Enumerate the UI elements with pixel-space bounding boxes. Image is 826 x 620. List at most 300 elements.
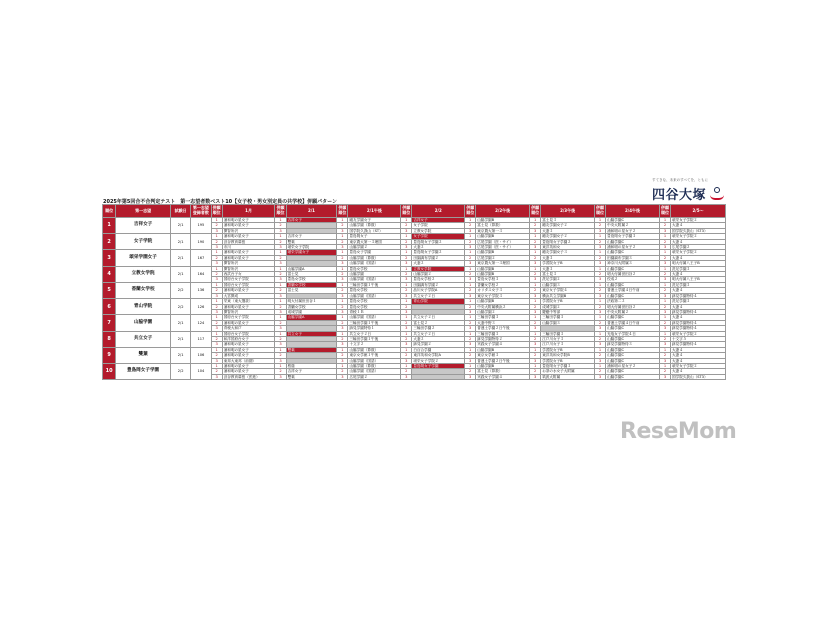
heigan-school-cell: 国府台女子学院 bbox=[222, 331, 275, 336]
heigan-rank-number: 2 bbox=[659, 336, 670, 341]
heigan-school-cell: 明大付属世田谷１ bbox=[286, 299, 337, 304]
heigan-rank-number: 1 bbox=[465, 299, 476, 304]
heigan-school-cell: 浦和明の星女子 bbox=[222, 304, 275, 309]
rank-cell: 9 bbox=[103, 347, 116, 363]
heigan-rank-number: 2 bbox=[659, 223, 670, 228]
heigan-rank-number: 1 bbox=[401, 315, 412, 320]
heigan-rank-number: 3 bbox=[401, 309, 412, 314]
heigan-school-cell: 跡見学園特待４ bbox=[671, 326, 726, 331]
heigan-school-cell: 跡見学園特待３ bbox=[606, 342, 660, 347]
heigan-rank-number: 3 bbox=[465, 228, 476, 233]
heigan-rank-number: 2 bbox=[530, 288, 541, 293]
heigan-school-cell: 明大付属世田谷２ bbox=[606, 304, 660, 309]
heigan-school-cell: 大妻４ bbox=[671, 288, 726, 293]
heigan-rank-number: 3 bbox=[337, 358, 348, 363]
heigan-school-cell: 山脇学園C bbox=[606, 374, 660, 379]
heigan-school-cell: 浦和明の星女子 bbox=[222, 353, 275, 358]
heigan-school-cell: 洗足学園３ bbox=[671, 266, 726, 271]
heigan-school-cell: 大妻中野３ bbox=[476, 320, 530, 325]
column-header: 併願順位 bbox=[275, 205, 286, 218]
heigan-rank-number: 1 bbox=[465, 315, 476, 320]
exam-date: 2/2 bbox=[170, 363, 190, 379]
table-row bbox=[103, 331, 726, 336]
heigan-school-cell: 大妻３ bbox=[541, 228, 595, 233]
heigan-school-cell: 大妻４ bbox=[671, 239, 726, 244]
exam-date: 2/2 bbox=[170, 282, 190, 298]
heigan-rank-number: 1 bbox=[211, 218, 222, 223]
heigan-rank-number: 2 bbox=[211, 223, 222, 228]
heigan-school-cell: 富士見（算数） bbox=[476, 223, 530, 228]
heigan-rank-number: 2 bbox=[530, 255, 541, 260]
heigan-rank-number: 3 bbox=[401, 245, 412, 250]
logo-mark-icon bbox=[710, 187, 724, 201]
heigan-rank-number: 3 bbox=[530, 326, 541, 331]
heigan-rank-number: 2 bbox=[337, 320, 348, 325]
heigan-rank-number: 1 bbox=[465, 282, 476, 287]
heigan-school-cell: カリタス女子３ bbox=[476, 288, 530, 293]
heigan-rank-number: 3 bbox=[211, 293, 222, 298]
registrant-count: 195 bbox=[191, 218, 211, 234]
heigan-rank-number: 1 bbox=[337, 315, 348, 320]
heigan-rank-number: 2 bbox=[659, 255, 670, 260]
heigan-rank-number: 3 bbox=[594, 309, 605, 314]
header-row bbox=[103, 205, 726, 218]
heigan-rank-number: 3 bbox=[594, 277, 605, 282]
heigan-rank-number: 2 bbox=[659, 304, 670, 309]
heigan-rank-number: 2 bbox=[659, 353, 670, 358]
heigan-school-cell: 市川 bbox=[222, 245, 275, 250]
rank-cell: 5 bbox=[103, 282, 116, 298]
registrant-count: 106 bbox=[191, 347, 211, 363]
heigan-rank-number: 3 bbox=[594, 342, 605, 347]
heigan-school-cell: 山脇学園C bbox=[606, 239, 660, 244]
heigan-rank-number: 1 bbox=[594, 363, 605, 368]
heigan-school-cell: 山脇学園C bbox=[606, 250, 660, 255]
logo-tagline: すてきな、未来のすべてを、ともに bbox=[652, 178, 709, 182]
heigan-school-cell: 頌栄女子学院２ bbox=[671, 234, 726, 239]
heigan-school-cell: 浦和明の星女子 bbox=[222, 347, 275, 352]
heigan-school-cell: 成城学園 bbox=[286, 309, 337, 314]
heigan-rank-number: 3 bbox=[401, 326, 412, 331]
heigan-school-cell: 大妻２ bbox=[412, 245, 465, 250]
heigan-school-cell: 東京女子学院４ bbox=[541, 288, 595, 293]
heigan-rank-number: 3 bbox=[211, 358, 222, 363]
heigan-rank-number: 1 bbox=[211, 282, 222, 287]
heigan-rank-number: 2 bbox=[659, 369, 670, 374]
heigan-school-cell: 普連土学園２日午後 bbox=[476, 326, 530, 331]
heigan-school-cell: 実践女子学園４ bbox=[476, 342, 530, 347]
heigan-school-cell: 雙葉 bbox=[286, 374, 337, 379]
heigan-rank-number: 1 bbox=[530, 331, 541, 336]
heigan-school-cell: 大宮開成 bbox=[222, 293, 275, 298]
first-choice-school: 山脇学園 bbox=[116, 315, 171, 331]
heigan-rank-number: 1 bbox=[594, 299, 605, 304]
heigan-rank-number: 3 bbox=[659, 277, 670, 282]
heigan-rank-number: 2 bbox=[275, 369, 286, 374]
heigan-rank-number: 3 bbox=[530, 277, 541, 282]
heigan-rank-number: 1 bbox=[337, 282, 348, 287]
heigan-rank-number: 3 bbox=[401, 228, 412, 233]
registrant-count: 164 bbox=[191, 266, 211, 282]
heigan-rank-number: 2 bbox=[530, 239, 541, 244]
heigan-rank-number: 1 bbox=[594, 234, 605, 239]
heigan-school-cell: 洗足学園３ bbox=[671, 282, 726, 287]
heigan-rank-number: 1 bbox=[530, 282, 541, 287]
heigan-school-cell: 三輪田学園２ bbox=[412, 326, 465, 331]
heigan-school-cell: 山脇学園（算数） bbox=[348, 223, 401, 228]
exam-date: 2/1 bbox=[170, 331, 190, 347]
column-header: 併願順位 bbox=[594, 205, 605, 218]
heigan-rank-number: 1 bbox=[401, 282, 412, 287]
heigan-school-cell: 山脇学園C bbox=[606, 358, 660, 363]
heigan-school-cell: 中央大附属２ bbox=[606, 223, 660, 228]
heigan-rank-number: 1 bbox=[275, 363, 286, 368]
heigan-rank-number: 1 bbox=[659, 347, 670, 352]
heigan-rank-number: 1 bbox=[275, 347, 286, 352]
heigan-rank-number: 1 bbox=[211, 363, 222, 368]
rank-cell: 10 bbox=[103, 363, 116, 379]
heigan-school-cell: 東京女学館３ bbox=[476, 353, 530, 358]
heigan-rank-number: 1 bbox=[530, 363, 541, 368]
heigan-school-cell: 豊島岡女子学園 bbox=[412, 363, 465, 368]
heigan-rank-number: 3 bbox=[401, 293, 412, 298]
heigan-school-cell: 豊島岡女子 bbox=[348, 234, 401, 239]
heigan-school-cell: 大妻４ bbox=[671, 272, 726, 277]
heigan-school-cell: 頌栄女子学院２ bbox=[412, 358, 465, 363]
heigan-school-cell: 豊島女学校 bbox=[348, 288, 401, 293]
heigan-school-cell: 浦和明の星女子 bbox=[222, 320, 275, 325]
heigan-school-cell: 豊島岡女子学園２ bbox=[541, 239, 595, 244]
heigan-school-cell: 鷗友学園女子２ bbox=[541, 234, 595, 239]
heigan-school-cell: 三輪田学園１午後 bbox=[348, 282, 401, 287]
heigan-school-cell: 山脇学園２ bbox=[476, 309, 530, 314]
heigan-school-cell: 浦和明の星女子 bbox=[222, 223, 275, 228]
heigan-rank-number: 1 bbox=[659, 266, 670, 271]
heigan-rank-number: 3 bbox=[275, 277, 286, 282]
heigan-school-cell: 山脇学園３ bbox=[541, 282, 595, 287]
rank-cell: 8 bbox=[103, 331, 116, 347]
heigan-school-cell: 山脇学園（国語） bbox=[348, 261, 401, 266]
heigan-rank-number: 1 bbox=[659, 234, 670, 239]
heigan-school-cell: 広尾学園（医・サイ） bbox=[476, 239, 530, 244]
registrant-count: 190 bbox=[191, 234, 211, 250]
heigan-rank-number: 1 bbox=[659, 331, 670, 336]
heigan-school-cell: 大妻４ bbox=[671, 369, 726, 374]
heigan-rank-number: 2 bbox=[275, 353, 286, 358]
heigan-rank-number: 3 bbox=[211, 261, 222, 266]
heigan-rank-number: 3 bbox=[594, 374, 605, 379]
heigan-school-cell: 西武台子女 bbox=[222, 272, 275, 277]
heigan-school-cell: 浦和明の星女子 bbox=[222, 288, 275, 293]
heigan-rank-number: 2 bbox=[275, 255, 286, 260]
heigan-school-cell: 浦和明の星女子 bbox=[222, 342, 275, 347]
heigan-rank-number: 1 bbox=[659, 299, 670, 304]
heigan-school-cell: 山脇学園C bbox=[606, 266, 660, 271]
heigan-school-cell: 共立女子２日 bbox=[412, 293, 465, 298]
heigan-rank-number: 2 bbox=[465, 255, 476, 260]
heigan-school-cell: 国府台女子学院 bbox=[222, 315, 275, 320]
heigan-rank-number: 3 bbox=[337, 228, 348, 233]
heigan-rank-number: 1 bbox=[337, 331, 348, 336]
heigan-rank-number: 2 bbox=[337, 304, 348, 309]
heigan-school-cell: 山脇学園C bbox=[606, 315, 660, 320]
heigan-rank-number: 2 bbox=[594, 239, 605, 244]
first-choice-school: 豊島岡女子学園 bbox=[116, 363, 171, 379]
heigan-rank-number: 1 bbox=[275, 299, 286, 304]
heigan-school-cell: 鷗友学園女子３ bbox=[541, 250, 595, 255]
heigan-school-cell: 山脇学園２ bbox=[348, 245, 401, 250]
heigan-rank-number: 3 bbox=[594, 245, 605, 250]
heigan-school-cell: 山脇学園２ bbox=[412, 272, 465, 277]
heigan-school-cell: 横浜共立学園B bbox=[541, 293, 595, 298]
heigan-rank-number: 3 bbox=[275, 293, 286, 298]
heigan-rank-number: 2 bbox=[530, 304, 541, 309]
heigan-school-cell: 浦和明の星女子２ bbox=[606, 363, 660, 368]
heigan-school-cell: 国学院久我山（ST3） bbox=[671, 228, 726, 233]
heigan-rank-number: 2 bbox=[337, 369, 348, 374]
heigan-rank-number: 2 bbox=[275, 320, 286, 325]
heigan-school-cell: 明大付属八王子B bbox=[671, 277, 726, 282]
heigan-rank-number: 2 bbox=[275, 239, 286, 244]
heigan-school-cell: 広尾学園２ bbox=[476, 255, 530, 260]
heigan-school-cell: 実践女子学園４ bbox=[476, 374, 530, 379]
heigan-school-cell: 田園調布学園３ bbox=[606, 255, 660, 260]
heigan-school-cell: 山脇学園A bbox=[286, 315, 337, 320]
heigan-rank-number: 2 bbox=[465, 320, 476, 325]
heigan-rank-number: 2 bbox=[594, 223, 605, 228]
heigan-rank-number: 1 bbox=[530, 266, 541, 271]
heigan-rank-number: 3 bbox=[211, 374, 222, 379]
heigan-school-cell: 大妻３ bbox=[541, 255, 595, 260]
column-header: 2/1 bbox=[286, 205, 337, 218]
heigan-school-cell: 山脇学園B bbox=[476, 363, 530, 368]
heigan-school-cell: 神奈川大附属３ bbox=[606, 261, 660, 266]
heigan-rank-number: 1 bbox=[401, 299, 412, 304]
exam-date: 2/1 bbox=[170, 266, 190, 282]
heigan-school-cell: 頌栄女子学院２ bbox=[671, 331, 726, 336]
heigan-rank-number: 2 bbox=[211, 272, 222, 277]
exam-date: 2/2 bbox=[170, 299, 190, 315]
heigan-school-cell: 山脇学園B bbox=[476, 266, 530, 271]
table-row bbox=[103, 234, 726, 239]
heigan-rank-number: 2 bbox=[211, 304, 222, 309]
column-header: 2/5〜 bbox=[671, 205, 726, 218]
heigan-school-cell: 頌栄女子学院２ bbox=[671, 363, 726, 368]
heigan-school-cell: 開智所沢 bbox=[222, 228, 275, 233]
heigan-school-cell: 頌栄女子学院 bbox=[286, 245, 337, 250]
heigan-rank-number: 3 bbox=[465, 245, 476, 250]
heigan-rank-number: 2 bbox=[401, 255, 412, 260]
heigan-rank-number: 2 bbox=[337, 336, 348, 341]
heigan-rank-number: 3 bbox=[465, 309, 476, 314]
heigan-rank-number: 2 bbox=[659, 288, 670, 293]
heigan-school-cell: 江戸川女子３ bbox=[541, 342, 595, 347]
heigan-rank-number: 2 bbox=[530, 320, 541, 325]
heigan-school-cell: 山脇学園B bbox=[476, 218, 530, 223]
first-choice-school: 女子学院 bbox=[116, 234, 171, 250]
heigan-rank-number: 1 bbox=[275, 282, 286, 287]
column-header: 2/4午後 bbox=[606, 205, 660, 218]
heigan-rank-number: 3 bbox=[337, 342, 348, 347]
heigan-school-cell: 浦和明の星女子 bbox=[222, 218, 275, 223]
heigan-school-cell: 香蘭女学校２ bbox=[476, 282, 530, 287]
resemom-watermark: ReseMom bbox=[620, 419, 737, 444]
heigan-rank-number: 1 bbox=[530, 250, 541, 255]
column-header: 併願順位 bbox=[530, 205, 541, 218]
heigan-school-cell: 大妻４ bbox=[671, 255, 726, 260]
heigan-rank-number: 2 bbox=[594, 320, 605, 325]
heigan-rank-number: 1 bbox=[401, 250, 412, 255]
heigan-rank-number: 1 bbox=[337, 234, 348, 239]
heigan-rank-number: 1 bbox=[465, 218, 476, 223]
heigan-school-cell: 渋谷教育幕張（医進） bbox=[222, 374, 275, 379]
heigan-school-cell: 青山学院 bbox=[412, 299, 465, 304]
heigan-rank-number: 3 bbox=[337, 326, 348, 331]
heigan-rank-number: 2 bbox=[594, 304, 605, 309]
heigan-rank-number: 3 bbox=[530, 309, 541, 314]
heigan-school-cell: 豊島岡女子学園３ bbox=[541, 363, 595, 368]
heigan-school-cell: 浦和明の星女子 bbox=[222, 250, 275, 255]
heigan-school-cell: 山脇学園（算数） bbox=[348, 363, 401, 368]
heigan-school-cell: 品川女子学院A bbox=[412, 288, 465, 293]
heigan-rank-number: 2 bbox=[275, 272, 286, 277]
heigan-rank-number: 1 bbox=[275, 234, 286, 239]
heigan-school-cell: 国学院久我山（ST3） bbox=[671, 374, 726, 379]
heigan-rank-number: 3 bbox=[337, 277, 348, 282]
heigan-rank-number: 1 bbox=[594, 347, 605, 352]
heigan-rank-number: 3 bbox=[211, 326, 222, 331]
heigan-school-cell: 大妻４ bbox=[671, 304, 726, 309]
heigan-rank-number: 2 bbox=[465, 369, 476, 374]
heigan-school-cell: 渋谷教育幕張 bbox=[222, 239, 275, 244]
heigan-rank-number: 1 bbox=[594, 266, 605, 271]
heigan-school-cell: 共立女子２日 bbox=[412, 315, 465, 320]
heigan-rank-number: 1 bbox=[530, 347, 541, 352]
heigan-school-cell: 明大付属世田谷２ bbox=[606, 272, 660, 277]
heigan-school-cell: 国学院久我山（ST） bbox=[348, 228, 401, 233]
heigan-school-cell: 学習院女子B bbox=[541, 358, 595, 363]
exam-date: 2/1 bbox=[170, 234, 190, 250]
heigan-rank-number: 3 bbox=[337, 293, 348, 298]
registrant-count: 167 bbox=[191, 250, 211, 266]
heigan-rank-number: 1 bbox=[211, 266, 222, 271]
column-header: 併願順位 bbox=[401, 205, 412, 218]
heigan-school-cell: 吉祥女子 bbox=[286, 218, 337, 223]
heigan-rank-number: 2 bbox=[275, 288, 286, 293]
exam-date: 2/1 bbox=[170, 218, 190, 234]
heigan-school-cell: 浦和明の星女子 bbox=[222, 255, 275, 260]
heigan-school-cell: 十文字５ bbox=[671, 336, 726, 341]
heigan-school-cell: 学習院女子B bbox=[541, 347, 595, 352]
heigan-rank-number: 1 bbox=[275, 218, 286, 223]
heigan-school-cell: 山脇学園B bbox=[476, 234, 530, 239]
heigan-rank-number: 2 bbox=[211, 369, 222, 374]
exam-date: 2/1 bbox=[170, 347, 190, 363]
heigan-rank-number: 1 bbox=[594, 250, 605, 255]
heigan-school-cell: 山脇学園B bbox=[476, 272, 530, 277]
heigan-school-cell: 豊島岡女子学園３ bbox=[606, 234, 660, 239]
heigan-school-cell: 鷗友学園女子２ bbox=[541, 223, 595, 228]
heigan-school-cell: 跡見学園特待２ bbox=[476, 336, 530, 341]
heigan-school-cell: 洗足学園２ bbox=[541, 277, 595, 282]
exam-date: 2/1 bbox=[170, 315, 190, 331]
heigan-rank-number: 3 bbox=[275, 342, 286, 347]
heigan-rank-number: 2 bbox=[401, 369, 412, 374]
heigan-school-cell: 普連土学園４日午前 bbox=[606, 288, 660, 293]
heigan-school-cell: 筑波大附属 bbox=[541, 374, 595, 379]
heigan-rank-number: 1 bbox=[337, 250, 348, 255]
heigan-rank-number: 3 bbox=[337, 309, 348, 314]
heigan-school-cell: 三輪田学園３ bbox=[476, 315, 530, 320]
heigan-school-cell: 青稜１Ｂ bbox=[348, 309, 401, 314]
heigan-school-cell: 山脇学園C bbox=[606, 293, 660, 298]
heigan-rank-number: 2 bbox=[465, 304, 476, 309]
heigan-school-cell: 豊島女学校 bbox=[348, 266, 401, 271]
heigan-school-cell: 吉祥女子 bbox=[286, 369, 337, 374]
heigan-school-cell: 富士見２ bbox=[412, 320, 465, 325]
column-header: 併願順位 bbox=[211, 205, 222, 218]
heigan-school-cell: 開智所沢 bbox=[222, 266, 275, 271]
heigan-rank-number: 3 bbox=[659, 342, 670, 347]
heigan-rank-number: 2 bbox=[465, 336, 476, 341]
heigan-rank-number: 2 bbox=[530, 353, 541, 358]
heigan-rank-number: 3 bbox=[659, 309, 670, 314]
heigan-school-cell: 浦和明の星女子 bbox=[222, 369, 275, 374]
heigan-school-cell: 桜蔭 bbox=[286, 363, 337, 368]
heigan-school-cell: 十文字２ bbox=[348, 342, 401, 347]
heigan-school-cell: 広尾学園２ bbox=[671, 245, 726, 250]
heigan-rank-number: 2 bbox=[401, 272, 412, 277]
heigan-school-cell: 吉祥女子 bbox=[286, 234, 337, 239]
heigan-rank-number: 3 bbox=[530, 342, 541, 347]
heigan-rank-number: 1 bbox=[401, 234, 412, 239]
column-header: 順位 bbox=[103, 205, 116, 218]
heigan-rank-number: 2 bbox=[530, 272, 541, 277]
heigan-rank-number: 2 bbox=[211, 353, 222, 358]
first-choice-school: 青山学院 bbox=[116, 299, 171, 315]
heigan-rank-number: 1 bbox=[530, 315, 541, 320]
heigan-rank-number: 2 bbox=[401, 239, 412, 244]
heigan-school-cell: 共立女子２日 bbox=[412, 331, 465, 336]
heigan-school-cell: 東京女子学院３ bbox=[476, 293, 530, 298]
heigan-rank-number: 1 bbox=[337, 218, 348, 223]
registrant-count: 117 bbox=[191, 331, 211, 347]
heigan-school-cell: 山脇学園B bbox=[476, 299, 530, 304]
heigan-rank-number: 3 bbox=[275, 245, 286, 250]
heigan-school-cell: 山脇学園C bbox=[606, 282, 660, 287]
heigan-school-cell: 田園調布学園２ bbox=[412, 255, 465, 260]
heigan-rank-number: 3 bbox=[530, 374, 541, 379]
heigan-school-cell: 山脇学園（国語） bbox=[348, 358, 401, 363]
heigan-school-cell: 山脇学園C bbox=[606, 218, 660, 223]
heigan-rank-number: 1 bbox=[337, 363, 348, 368]
heigan-rank-number: 2 bbox=[594, 272, 605, 277]
heigan-rank-number: 2 bbox=[275, 304, 286, 309]
heigan-rank-number: 1 bbox=[211, 299, 222, 304]
document-title: 2025年第5回合不合判定テスト 第一志望者数ベスト10【女子校・男女別定員の共学校】併願パターン bbox=[103, 199, 338, 205]
registrant-count: 104 bbox=[191, 363, 211, 379]
heigan-rank-number: 3 bbox=[465, 261, 476, 266]
heigan-rank-number: 2 bbox=[211, 255, 222, 260]
rank-cell: 2 bbox=[103, 234, 116, 250]
column-header: 試験日 bbox=[170, 205, 190, 218]
heigan-rank-number: 2 bbox=[211, 336, 222, 341]
heigan-school-cell: 雙葉 bbox=[286, 239, 337, 244]
first-choice-school: 吉祥女子 bbox=[116, 218, 171, 234]
heigan-school-cell: 慶應中等部 bbox=[541, 309, 595, 314]
heigan-school-cell: 富士見（算数） bbox=[476, 369, 530, 374]
heigan-rank-number: 2 bbox=[337, 223, 348, 228]
